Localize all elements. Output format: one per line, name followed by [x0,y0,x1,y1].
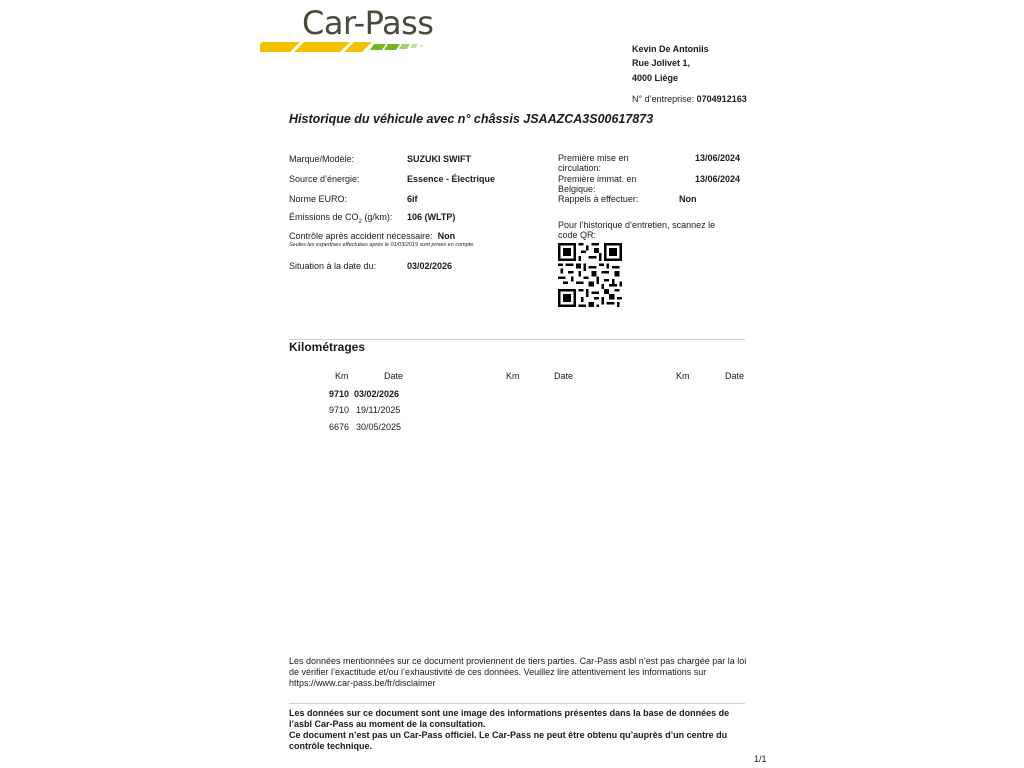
company-number-row [632,94,747,105]
mileage-row-2-date: 19/11/2025 [356,405,401,415]
co2-value: 106 (WLTP) [407,212,456,222]
energy-value: Essence - Électrique [407,174,496,184]
logo-text: Car-Pass [302,4,434,42]
energy-label: Source d’énergie: [289,174,360,184]
accident-row [289,231,455,241]
mileage-row-3-date: 30/05/2025 [356,422,402,432]
first-use-label: Première mise en circulation: [558,153,629,173]
recall-value: Non [679,194,697,204]
situation-value: 03/02/2026 [407,261,453,271]
mileage-row-1-km: 9710 [328,389,349,399]
situation-label: Situation à la date du: [289,261,377,271]
make-value: SUZUKI SWIFT [407,154,471,164]
accident-note: Seules les expertises effectuées après le 01/03/2019 sont prises en compte. [289,242,475,248]
first-reg-value: 13/06/2024 [695,174,741,184]
mileage-title: Kilométrages [289,340,366,354]
notice-official: Ce document n’est pas un Car-Pass officiel. Le Car-Pass ne peut être obtenu qu’auprès d’un centre du contrôle technique. [289,730,728,751]
accident-value: Non [437,231,456,241]
co2-label [289,212,392,225]
company-number-value: 0704912163 [696,94,747,104]
recall-label: Rappels à effectuer: [558,194,639,204]
date-header-3: Date [725,371,745,381]
disclaimer-text: Les données mentionnées sur ce document proviennent de tiers parties. Car-Pass asbl n’est pas chargée par la loi de vérifier l’exactitude et/ou l’exhaustivité de ces données. Veuillez lire attentivement les informations sur https://www.car-pass.be/fr/disclaimer [289,656,747,688]
address-city: 4000 Liège [632,73,679,83]
notice-consultation: Les données sur ce document sont une image des informations présentes dans la base de données de l’asbl Car-Pass au moment de la consultation. [289,708,730,729]
co2-label-pre: Émissions de CO [289,212,359,222]
accident-label: Contrôle après accident nécessaire: [289,231,433,241]
qr-text: Pour l’historique d’entretien, scannez le code QR: [558,220,716,240]
first-use-value: 13/06/2024 [695,153,741,163]
date-header-1: Date [384,371,404,381]
address-name: Kevin De Antoniis [632,44,709,54]
page-number: 1/1 [754,754,767,764]
first-reg-label: Première immat. en Belgique: [558,174,637,194]
address-street: Rue Jolivet 1, [632,58,691,68]
km-header-3: Km [676,371,690,381]
date-header-2: Date [554,371,574,381]
mileage-row-1-date: 03/02/2026 [354,389,400,399]
mileage-row-2-km: 9710 [328,405,349,415]
make-label: Marque/Modèle: [289,154,355,164]
co2-label-post: (g/km): [361,212,393,222]
qr-code-image [558,243,622,307]
footer-divider [289,703,745,704]
km-header-2: Km [506,371,520,381]
euro-label: Norme EURO: [289,194,348,204]
page-title: Historique du véhicule avec n° châssis JSAAZCA3S00617873 [289,112,654,126]
company-number-label: N° d’entreprise: [632,94,695,104]
mileage-row-3-km: 6676 [328,422,349,432]
km-header-1: Km [335,371,349,381]
co2-label-sub: 2 [358,218,362,225]
qr-code[interactable] [558,243,622,307]
euro-value: 6if [407,194,418,204]
